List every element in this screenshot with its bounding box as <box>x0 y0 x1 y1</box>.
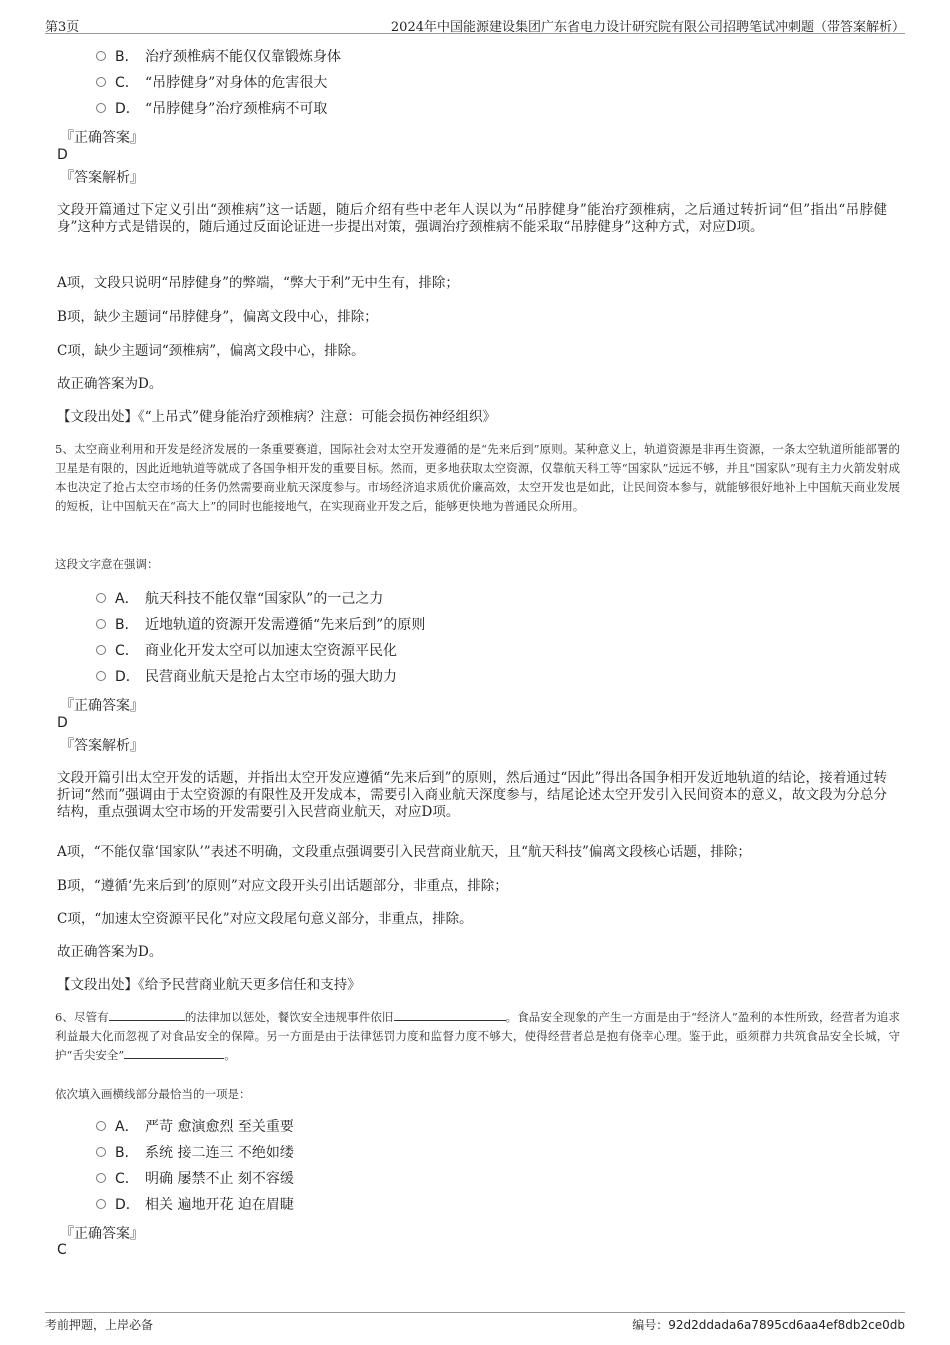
q6-option-c[interactable] <box>96 1167 294 1189</box>
radio-icon[interactable] <box>96 671 106 681</box>
option-letter: C． <box>115 643 139 659</box>
option-letter: A． <box>115 1119 139 1135</box>
q4-answer: D <box>57 147 68 163</box>
radio-icon[interactable] <box>96 1121 106 1131</box>
q6-prompt: 依次填入画横线部分最恰当的一项是： <box>55 1087 251 1101</box>
option-letter: B． <box>115 617 139 633</box>
option-text: “吊脖健身”治疗颈椎病不可取 <box>145 101 328 117</box>
radio-icon[interactable] <box>96 619 106 629</box>
fill-blank-1[interactable] <box>109 1009 185 1021</box>
radio-icon[interactable] <box>96 645 106 655</box>
option-letter: C． <box>115 75 139 91</box>
q4-source: 【文段出处】《“上吊式”健身能治疗颈椎病？注意：可能会损伤神经组织》 <box>57 409 497 425</box>
q5-option-b[interactable] <box>96 613 425 635</box>
stem-text: 6、尽管有 <box>55 1010 109 1024</box>
q6-option-d[interactable] <box>96 1193 294 1215</box>
q6-answer: C <box>57 1242 67 1258</box>
document-serial: 编号：92d2ddada6a7895cd6aa4ef8db2ce0db <box>632 1318 905 1332</box>
q5-source: 【文段出处】《给予民营商业航天更多信任和支持》 <box>57 977 361 993</box>
option-text: 严苛 愈演愈烈 至关重要 <box>145 1119 294 1135</box>
option-text: “吊脖健身”对身体的危害很大 <box>145 75 328 91</box>
q5-option-d[interactable] <box>96 665 397 687</box>
q4-option-c[interactable] <box>96 71 327 93</box>
q6-answer-label: 『正确答案』 <box>60 1226 144 1242</box>
q4-conclusion: 故正确答案为D。 <box>57 376 163 392</box>
q5-answer: D <box>57 715 68 731</box>
option-text: 近地轨道的资源开发需遵循“先来后到”的原则 <box>145 617 426 633</box>
footer-slogan: 考前押题，上岸必备 <box>45 1318 154 1332</box>
radio-icon[interactable] <box>96 593 106 603</box>
q5-option-a-analysis: A项，“不能仅靠‘国家队’”表述不明确，文段重点强调要引入民营商业航天，且“航天科技”偏离文段核心话题，排除； <box>57 844 751 860</box>
q6-option-a[interactable] <box>96 1115 294 1137</box>
option-letter: D． <box>115 101 140 117</box>
q4-answer-label: 『正确答案』 <box>60 130 144 146</box>
option-text: 民营商业航天是抢占太空市场的强大助力 <box>145 669 397 685</box>
radio-icon[interactable] <box>96 1173 106 1183</box>
option-text: 商业化开发太空可以加速太空资源平民化 <box>145 643 397 659</box>
radio-icon[interactable] <box>96 103 106 113</box>
q5-conclusion: 故正确答案为D。 <box>57 944 163 960</box>
q5-answer-label: 『正确答案』 <box>60 698 144 714</box>
q4-option-d[interactable] <box>96 97 327 119</box>
option-text: 相关 遍地开花 迫在眉睫 <box>145 1197 294 1213</box>
page-number: 第3页 <box>45 20 80 35</box>
option-text: 治疗颈椎病不能仅仅靠锻炼身体 <box>145 49 341 65</box>
option-text: 航天科技不能仅靠“国家队”的一己之力 <box>145 591 384 607</box>
option-letter: D． <box>115 1197 140 1213</box>
option-text: 系统 接二连三 不绝如缕 <box>145 1145 294 1161</box>
q4-analysis: 文段开篇通过下定义引出“颈椎病”这一话题，随后介绍有些中老年人误以为“吊脖健身”能治疗颈椎病，之后通过转折词“但”指出“吊脖健身”这种方式是错误的，随后通过反面论证进一步提出对策，强调治疗颈椎病不能采取“吊脖健身”这种方式，对应D项。 <box>57 202 887 235</box>
option-text: 明确 屡禁不止 刻不容缓 <box>145 1171 294 1187</box>
stem-text: 。食品安全现象的产生一方面是由于“经济人”盈利的本性所致，经营者为追求利益最大化而忽视了对食品安全的保障。另一方面是由于法律惩罚力度和监督力度不够大，使得经营者总是抱有侥幸心理。鉴于此，亟须群力共筑食品安全长城，守护“舌尖安全” <box>55 1010 900 1062</box>
fill-blank-2[interactable] <box>394 1009 506 1021</box>
page-footer <box>45 1312 905 1336</box>
page-header <box>45 14 905 34</box>
stem-text: 的法律加以惩处，餐饮安全违规事件依旧 <box>184 1010 394 1024</box>
q4-option-c-analysis: C项，缺少主题词“颈椎病”，偏离文段中心，排除。 <box>57 343 365 359</box>
q6-stem <box>55 1008 900 1065</box>
q4-option-b[interactable] <box>96 45 341 67</box>
q4-analysis-label: 『答案解析』 <box>60 170 144 186</box>
q5-stem: 5、太空商业利用和开发是经济发展的一条重要赛道，国际社会对太空开发遵循的是“先来后到”原则。某种意义上，轨道资源是非再生资源，一条太空轨道所能部署的卫星是有限的，因此近地轨道等就成了各国争相开发的重要目标。然而，更多地获取太空资源，仅靠航天科工等“国家队”远远不够，并且“国家队”现有主力火箭发射成本也决定了抢占太空市场的任务仍然需要商业航天深度参与。市场经济追求质优价廉高效，太空开发也是如此，让民间资本参与，就能够很好地补上中国航天商业发展的短板，让中国航天在“高大上”的同时也能接地气，在实现商业开发之后，能够更快地为普通民众所用。 <box>55 442 900 513</box>
q5-analysis: 文段开篇引出太空开发的话题，并指出太空开发应遵循“先来后到”的原则，然后通过“因此”得出各国争相开发近地轨道的结论，接着通过转折词“然而”强调由于太空资源的有限性及开发成本，需要引入商业航天深度参与，结尾论述太空开发引入民间资本的意义，故文段为分总分结构，重点强调太空市场的开发需要引入民营商业航天，对应D项。 <box>57 770 887 820</box>
option-letter: B． <box>115 1145 139 1161</box>
radio-icon[interactable] <box>96 77 106 87</box>
radio-icon[interactable] <box>96 1199 106 1209</box>
radio-icon[interactable] <box>96 1147 106 1157</box>
q4-option-b-analysis: B项，缺少主题词“吊脖健身”，偏离文段中心，排除； <box>57 309 378 325</box>
q5-option-c-analysis: C项，“加速太空资源平民化”对应文段尾句意义部分，非重点，排除。 <box>57 911 473 927</box>
q6-option-b[interactable] <box>96 1141 294 1163</box>
option-letter: D． <box>115 669 140 685</box>
q5-option-a[interactable] <box>96 587 383 609</box>
option-letter: A． <box>115 591 139 607</box>
fill-blank-3[interactable] <box>124 1047 224 1059</box>
q5-analysis-label: 『答案解析』 <box>60 738 144 754</box>
q5-option-c[interactable] <box>96 639 397 661</box>
q4-option-a-analysis: A项，文段只说明“吊脖健身”的弊端，“弊大于利”无中生有，排除； <box>57 275 459 291</box>
option-letter: B． <box>115 49 139 65</box>
option-letter: C． <box>115 1171 139 1187</box>
q5-option-b-analysis: B项，“遵循‘先来后到’的原则”对应文段开头引出话题部分，非重点，排除； <box>57 878 508 894</box>
radio-icon[interactable] <box>96 51 106 61</box>
stem-text: 。 <box>224 1048 236 1062</box>
q5-prompt: 这段文字意在强调： <box>55 557 159 571</box>
document-title: 2024年中国能源建设集团广东省电力设计研究院有限公司招聘笔试冲刺题（带答案解析） <box>390 20 905 35</box>
